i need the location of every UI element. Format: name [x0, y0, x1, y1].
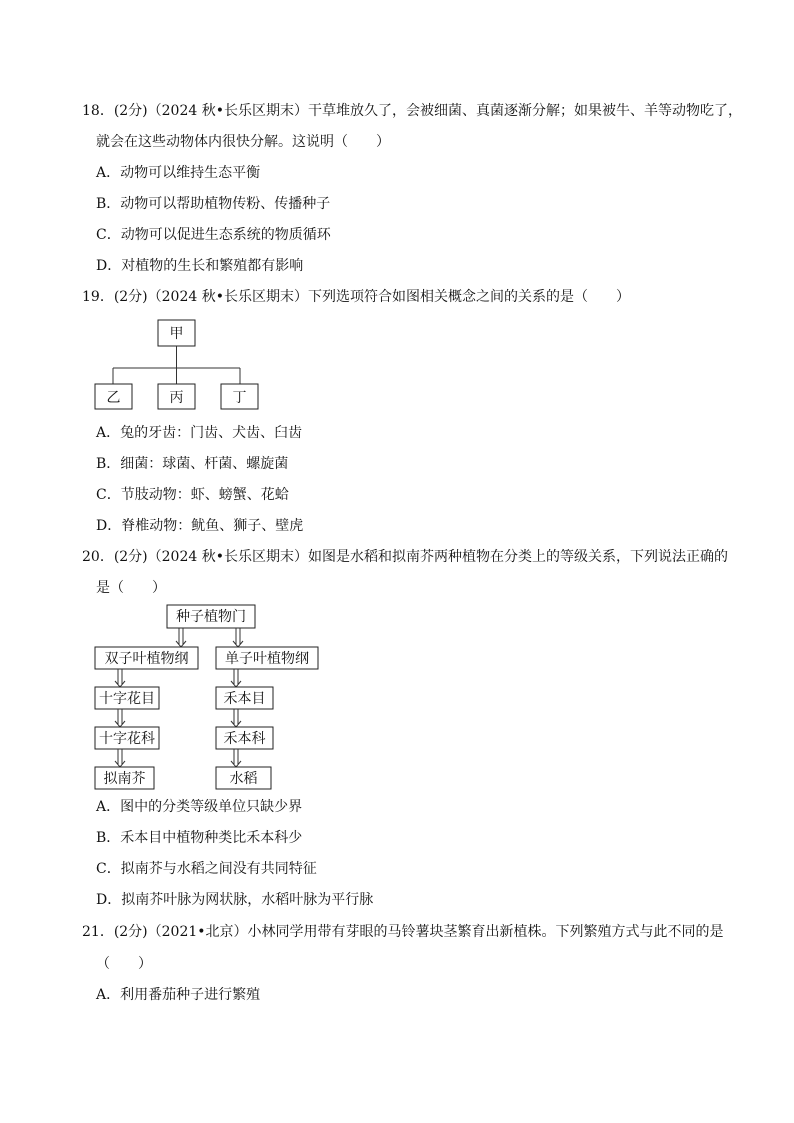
- arrow-icon: [115, 709, 125, 727]
- diagram-label-left-family: 十字花科: [99, 731, 155, 747]
- question-19-option-b: B．细菌：球菌、杆菌、螺旋菌: [96, 456, 289, 472]
- diagram-label-right-order: 禾本目: [223, 691, 266, 707]
- question-21-option-a: A．利用番茄种子进行繁殖: [96, 987, 261, 1003]
- question-19-option-a: A．兔的牙齿：门齿、犬齿、臼齿: [96, 425, 303, 441]
- arrow-icon: [233, 628, 243, 647]
- diagram-label-left-order: 十字花目: [99, 691, 155, 707]
- arrow-icon: [115, 749, 125, 767]
- arrow-icon: [231, 749, 241, 767]
- question-19-stem: 19．(2分)（2024 秋•长乐区期末）下列选项符合如图相关概念之间的关系的是（ ）: [82, 289, 630, 305]
- question-20-stem-line1: 20．(2分)（2024 秋•长乐区期末）如图是水稻和拟南芥两种植物在分类上的等级关系，下列说法正确的: [82, 549, 728, 565]
- question-21-stem-line1: 21．(2分)（2021•北京）小林同学用带有芽眼的马铃薯块茎繁育出新植株。下列繁殖方式与此不同的是: [82, 924, 724, 940]
- question-20-option-c: C．拟南芥与水稻之间没有共同特征: [96, 861, 317, 877]
- diagram-label-right-species: 水稻: [229, 771, 258, 787]
- diagram-label-child-3: 丁: [232, 390, 247, 406]
- arrow-icon: [231, 709, 241, 727]
- arrow-icon: [115, 669, 125, 687]
- question-18-stem-line2: 就会在这些动物体内很快分解。这说明（ ）: [96, 134, 390, 150]
- diagram-label-left-species: 拟南芥: [103, 771, 146, 787]
- question-19-option-d: D．脊椎动物：鱿鱼、狮子、壁虎: [96, 518, 304, 534]
- question-18-option-d: D．对植物的生长和繁殖都有影响: [96, 258, 304, 274]
- diagram-label-child-2: 丙: [169, 390, 184, 406]
- question-21-stem-line2: （ ）: [96, 956, 152, 972]
- question-20-stem-line2: 是（ ）: [96, 580, 166, 596]
- question-18-option-c: C．动物可以促进生态系统的物质循环: [96, 227, 331, 243]
- arrow-icon: [231, 669, 241, 687]
- question-20-option-a: A．图中的分类等级单位只缺少界: [96, 799, 303, 815]
- diagram-label-left-class: 双子叶植物纲: [104, 651, 189, 667]
- question-18-option-a: A．动物可以维持生态平衡: [96, 165, 261, 181]
- diagram-label-child-1: 乙: [106, 390, 121, 406]
- arrow-icon: [176, 628, 186, 647]
- diagram-label-right-class: 单子叶植物纲: [225, 651, 309, 667]
- question-18-option-b: B．动物可以帮助植物传粉、传播种子: [96, 196, 331, 212]
- question-19-option-c: C．节肢动物：虾、螃蟹、花蛤: [96, 487, 289, 503]
- question-20-option-d: D．拟南芥叶脉为网状脉，水稻叶脉为平行脉: [96, 892, 374, 908]
- diagram-label-top: 甲: [169, 326, 184, 342]
- diagram-label-phylum: 种子植物门: [176, 609, 246, 625]
- question-20-option-b: B．禾本目中植物种类比禾本科少: [96, 830, 303, 846]
- diagram-label-right-family: 禾本科: [223, 731, 266, 747]
- question-18-stem-line1: 18．(2分)（2024 秋•长乐区期末）干草堆放久了，会被细菌、真菌逐渐分解；如果被牛、羊等动物吃了，: [82, 103, 742, 119]
